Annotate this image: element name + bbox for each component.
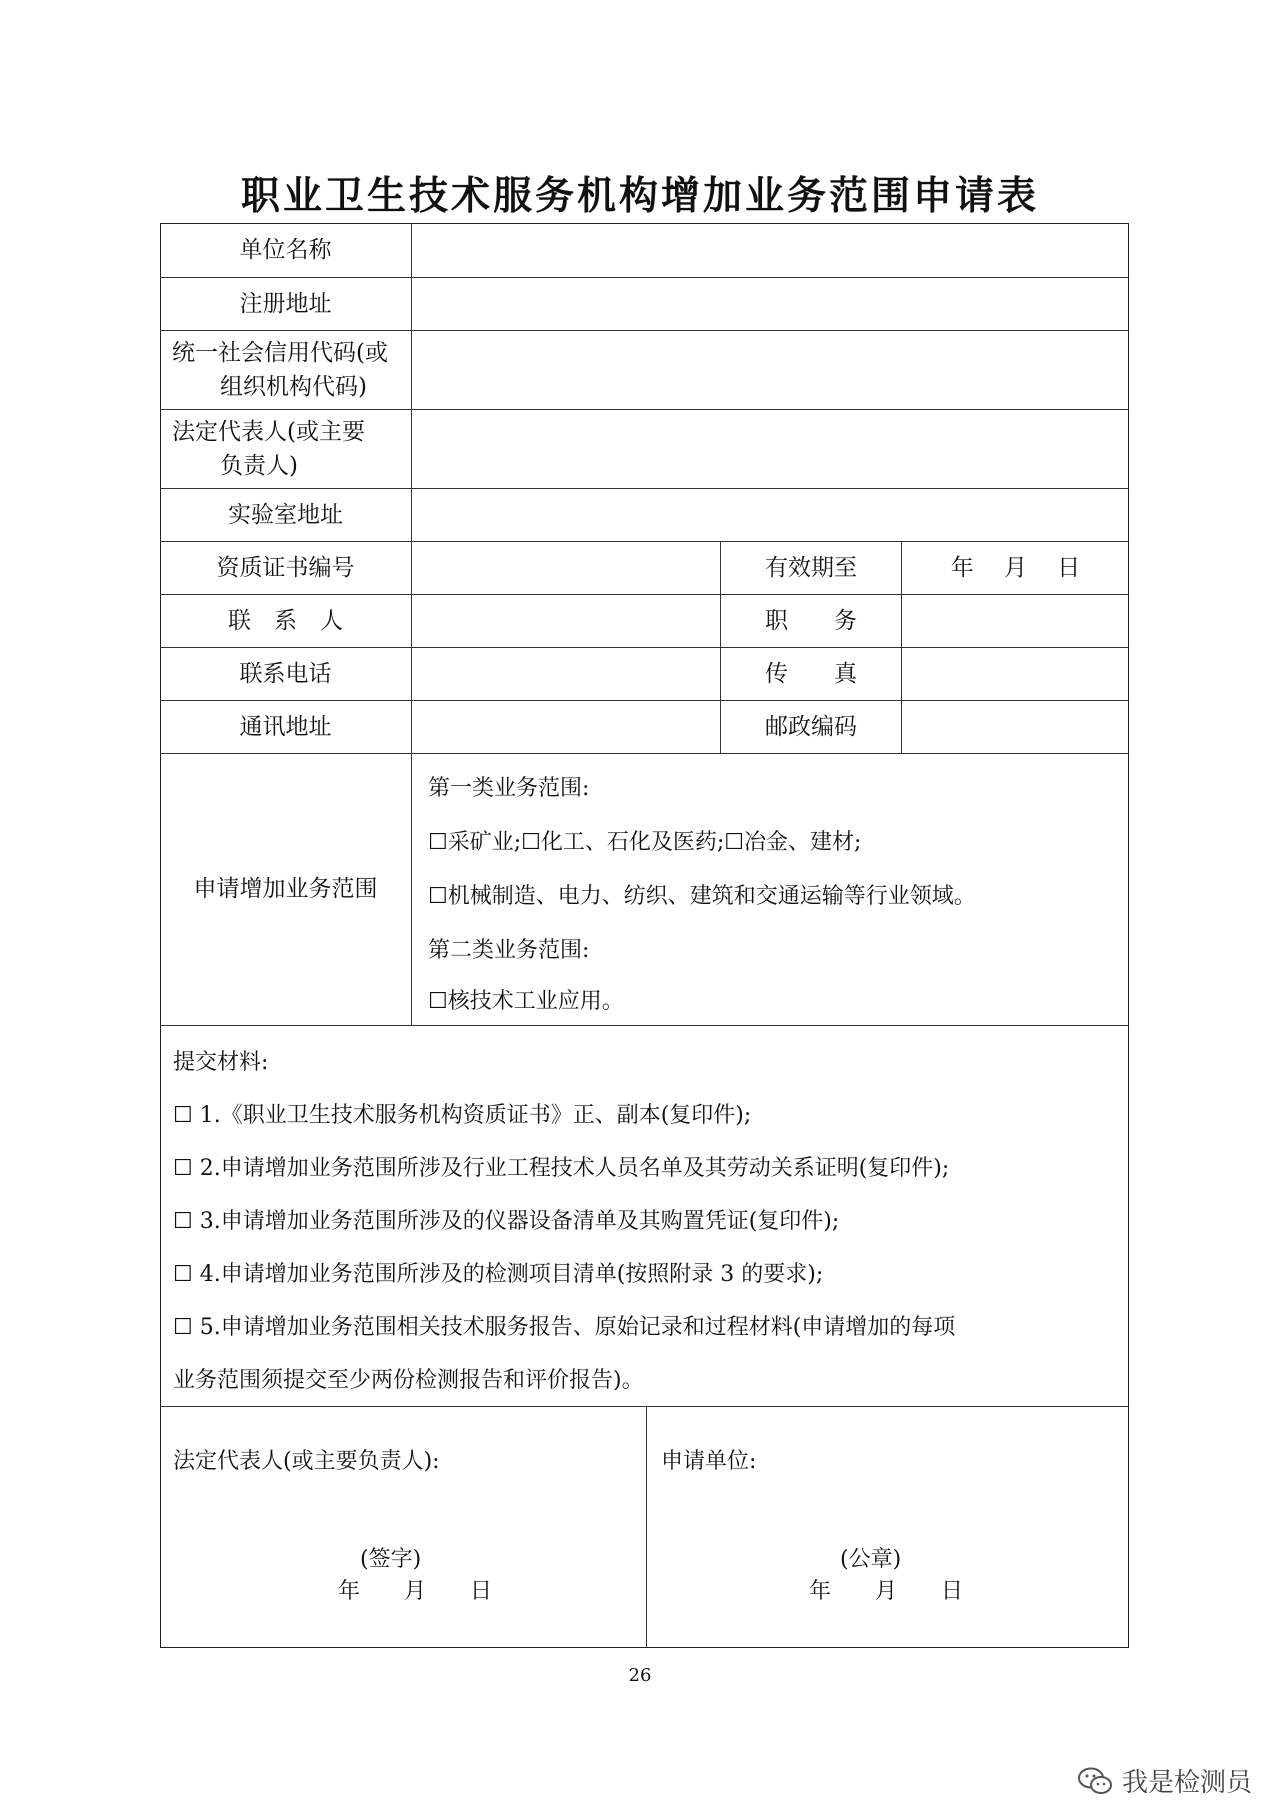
label-phone: 联系电话	[239, 660, 332, 687]
seal-date[interactable]: 年 月 日	[809, 1579, 964, 1604]
scope-category1-title: 第一类业务范围:	[428, 776, 590, 801]
form-title: 职业卫生技术服务机构增加业务范围申请表	[240, 174, 1039, 219]
position-field[interactable]	[902, 594, 1129, 647]
materials-item[interactable]: ☐ 5.申请增加业务范围相关技术服务报告、原始记录和过程材料(申请增加的每项	[173, 1315, 956, 1340]
label-scope: 申请增加业务范围	[193, 876, 378, 902]
label-valid-until: 有效期至	[765, 554, 857, 581]
wechat-icon	[1076, 1766, 1114, 1796]
label-cert-no: 资质证书编号	[216, 554, 355, 581]
label-unit-name: 单位名称	[239, 237, 332, 263]
signature-date[interactable]: 年 月 日	[338, 1579, 493, 1604]
row-divider	[160, 1406, 1129, 1407]
seal-note: (公章)	[840, 1547, 902, 1572]
postcode-field[interactable]	[902, 700, 1129, 753]
unit-name-field[interactable]	[412, 223, 1129, 277]
legal-rep-field[interactable]	[412, 409, 1129, 488]
label-position: 职 务	[765, 607, 857, 634]
materials-title: 提交材料:	[173, 1050, 269, 1075]
materials-item-continued: 业务范围须提交至少两份检测报告和评价报告)。	[173, 1368, 644, 1393]
label-credit-code	[160, 330, 411, 409]
scope-category2-title: 第二类业务范围:	[428, 938, 590, 963]
contact-field[interactable]	[412, 594, 720, 647]
label-contact: 联 系 人	[228, 607, 343, 634]
valid-until-date[interactable]: 年 月 日	[950, 554, 1081, 581]
phone-field[interactable]	[412, 647, 720, 700]
watermark	[1076, 1762, 1252, 1799]
materials-item[interactable]: ☐ 1.《职业卫生技术服务机构资质证书》正、副本(复印件);	[173, 1103, 752, 1128]
reg-address-field[interactable]	[412, 277, 1129, 330]
watermark-text: 我是检测员	[1121, 1768, 1252, 1798]
page-number: 26	[628, 1665, 652, 1686]
legal-rep-signature-label: 法定代表人(或主要负责人):	[173, 1449, 440, 1474]
scope-options-line1[interactable]: ☐采矿业;☐化工、石化及医药;☐冶金、建材;	[428, 830, 862, 855]
mail-address-field[interactable]	[412, 700, 720, 753]
lab-address-field[interactable]	[412, 488, 1129, 541]
scope-options-line3[interactable]: ☐核技术工业应用。	[428, 989, 624, 1014]
label-credit-code-line2: 组织机构代码)	[220, 373, 367, 400]
label-lab-address: 实验室地址	[228, 501, 343, 528]
label-reg-address: 注册地址	[239, 290, 332, 317]
scope-options-line2[interactable]: ☐机械制造、电力、纺织、建筑和交通运输等行业领域。	[428, 884, 976, 909]
materials-item[interactable]: ☐ 4.申请增加业务范围所涉及的检测项目清单(按照附录 3 的要求);	[173, 1262, 824, 1287]
label-postcode: 邮政编码	[765, 713, 857, 740]
materials-item[interactable]: ☐ 3.申请增加业务范围所涉及的仪器设备清单及其购置凭证(复印件);	[173, 1209, 840, 1234]
materials-item[interactable]: ☐ 2.申请增加业务范围所涉及行业工程技术人员名单及其劳动关系证明(复印件);	[173, 1156, 950, 1181]
column-divider	[646, 1406, 647, 1648]
label-credit-code-line1: 统一社会信用代码(或	[172, 339, 388, 366]
label-mail-address: 通讯地址	[239, 713, 332, 740]
label-legal-rep-line2: 负责人)	[220, 452, 298, 479]
signature-note: (签字)	[360, 1547, 422, 1572]
label-fax: 传 真	[765, 660, 857, 687]
fax-field[interactable]	[902, 647, 1129, 700]
label-legal-rep	[160, 409, 411, 488]
applicant-unit-label: 申请单位:	[661, 1449, 757, 1474]
cert-no-field[interactable]	[412, 541, 720, 594]
credit-code-field[interactable]	[412, 330, 1129, 409]
label-legal-rep-line1: 法定代表人(或主要	[172, 418, 365, 445]
row-divider	[160, 1025, 1129, 1026]
